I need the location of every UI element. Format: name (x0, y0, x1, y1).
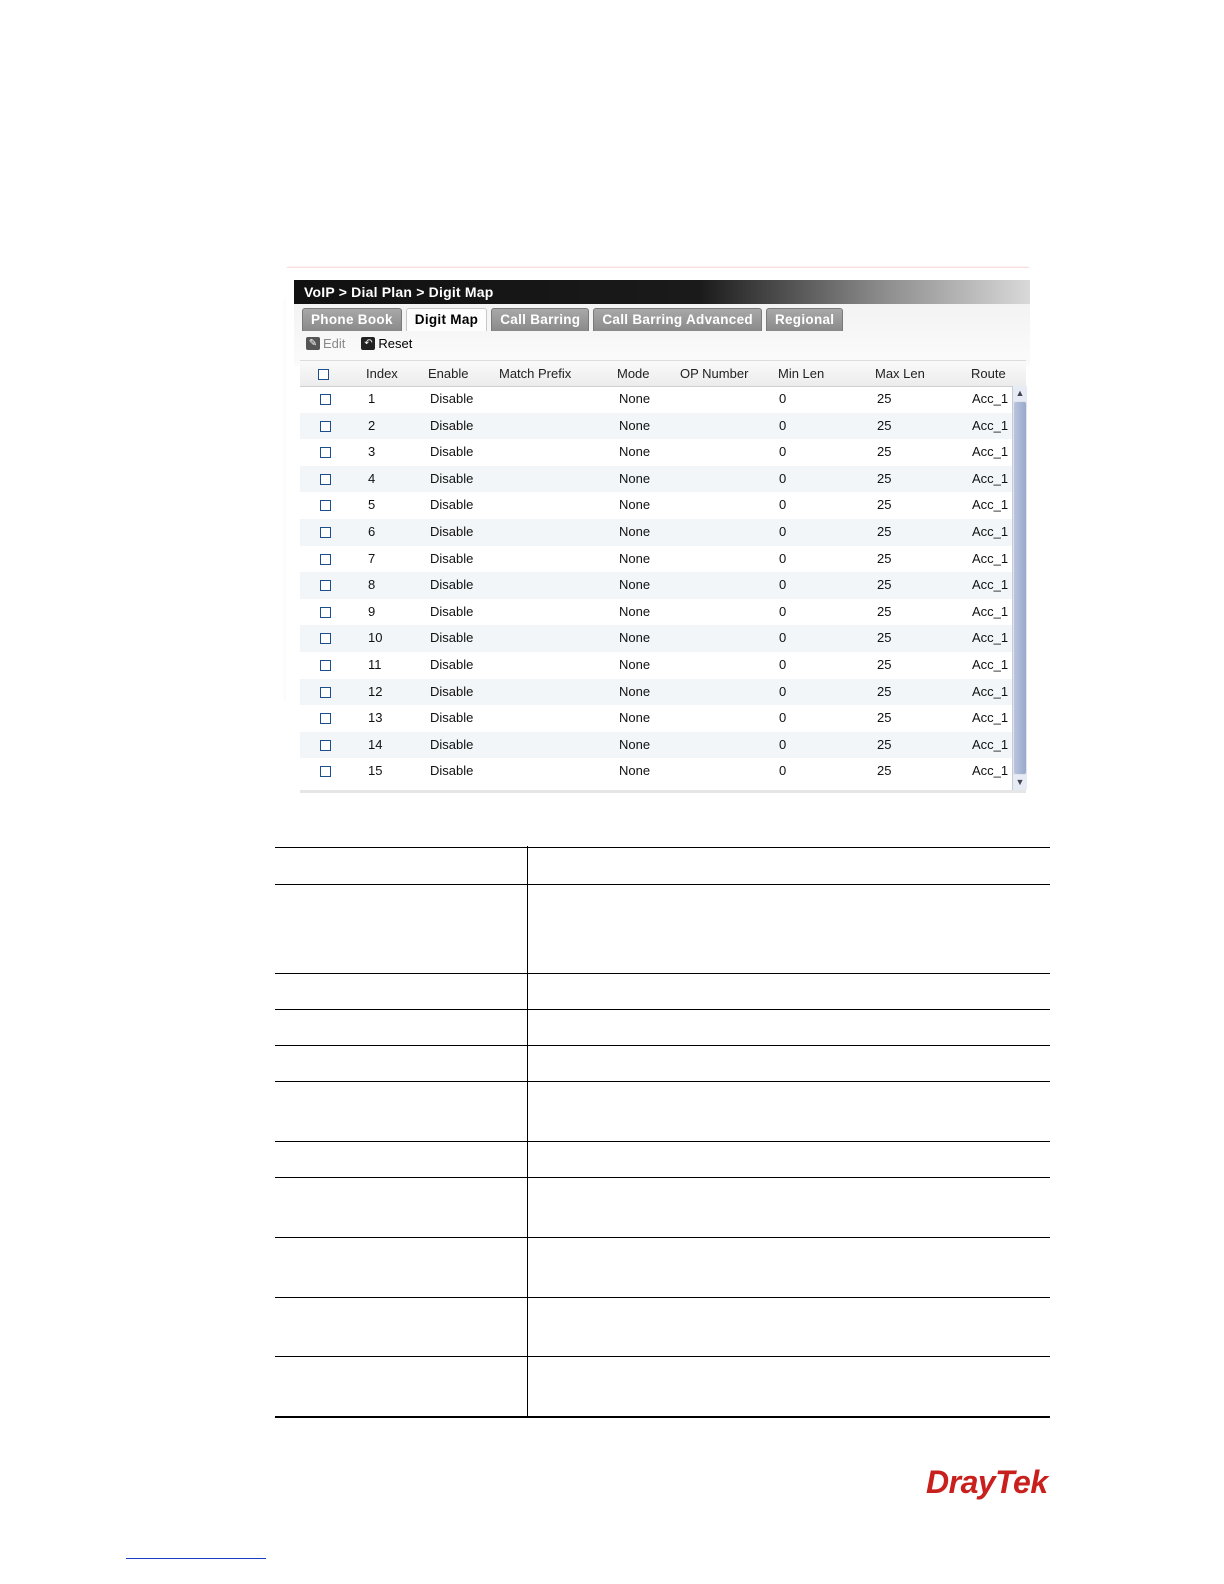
cell-index: 5 (368, 497, 376, 513)
cell-route: Acc_1 (972, 391, 1009, 406)
cell-min-len: 0 (779, 497, 787, 513)
tab-regional[interactable]: Regional (766, 308, 843, 331)
cell-min-len: 0 (779, 391, 787, 406)
row-checkbox[interactable] (320, 447, 331, 458)
column-header-op-number[interactable]: OP Number (680, 366, 749, 381)
table-row[interactable] (300, 466, 1012, 493)
row-checkbox-cell (320, 758, 331, 785)
edit-button[interactable] (306, 336, 345, 351)
cell-max-len: 25 (877, 710, 892, 726)
table-rule (275, 1297, 1050, 1298)
cell-mode: None (619, 683, 651, 699)
table-row[interactable] (300, 439, 1012, 466)
cell-index: 13 (368, 710, 383, 726)
cell-enable: Disable (430, 630, 474, 646)
row-checkbox-cell (320, 386, 331, 413)
table-row[interactable] (300, 546, 1012, 573)
cell-route: Acc_1 (972, 736, 1009, 752)
row-checkbox[interactable] (320, 713, 331, 724)
table-row[interactable] (300, 705, 1012, 732)
cell-route: Acc_1 (972, 763, 1009, 779)
select-all-checkbox[interactable] (318, 369, 329, 380)
cell-route: Acc_1 (972, 444, 1009, 460)
cell-mode: None (619, 603, 651, 619)
description-table (275, 846, 1050, 1420)
cell-enable: Disable (430, 763, 474, 779)
cell-route: Acc_1 (972, 470, 1009, 486)
column-header-match-prefix[interactable]: Match Prefix (499, 366, 572, 381)
cell-mode: None (619, 550, 651, 566)
cell-min-len: 0 (779, 683, 787, 699)
row-checkbox-cell (320, 625, 331, 652)
table-row[interactable] (300, 758, 1012, 785)
scrollbar-thumb[interactable] (1014, 402, 1026, 774)
cell-mode: None (619, 444, 651, 460)
digit-map-screenshot (286, 268, 1030, 796)
table-rule (275, 884, 1050, 885)
cell-enable: Disable (430, 470, 474, 486)
cell-max-len: 25 (877, 391, 892, 406)
table-row[interactable] (300, 519, 1012, 546)
cell-index: 7 (368, 550, 376, 566)
cell-max-len: 25 (877, 497, 892, 513)
cell-min-len: 0 (779, 603, 787, 619)
cell-route: Acc_1 (972, 657, 1009, 672)
cell-index: 8 (368, 577, 376, 593)
cell-enable: Disable (430, 524, 474, 539)
table-rule (275, 973, 1050, 974)
tab-digit-map[interactable]: Digit Map (406, 308, 487, 331)
edit-label: Edit (323, 336, 346, 351)
cell-min-len: 0 (779, 710, 787, 726)
cell-min-len: 0 (779, 630, 787, 646)
table-row[interactable] (300, 599, 1012, 626)
table-row[interactable] (300, 679, 1012, 706)
row-checkbox[interactable] (320, 394, 331, 405)
tab-phone-book[interactable]: Phone Book (302, 308, 402, 331)
row-checkbox-cell (320, 519, 331, 546)
cell-min-len: 0 (779, 657, 787, 672)
cell-max-len: 25 (877, 736, 892, 752)
cell-route: Acc_1 (972, 497, 1009, 513)
row-checkbox-cell (320, 466, 331, 493)
toolbar (306, 336, 412, 351)
cell-index: 2 (368, 417, 376, 433)
cell-min-len: 0 (779, 736, 787, 752)
cell-route: Acc_1 (972, 524, 1009, 539)
row-checkbox[interactable] (320, 554, 331, 565)
cell-enable: Disable (430, 417, 474, 433)
table-rule (275, 1356, 1050, 1357)
cell-enable: Disable (430, 603, 474, 619)
row-checkbox[interactable] (320, 474, 331, 485)
row-checkbox[interactable] (320, 687, 331, 698)
footer-link-underline (126, 1558, 266, 1559)
row-checkbox[interactable] (320, 766, 331, 777)
cell-route: Acc_1 (972, 710, 1009, 726)
table-row[interactable] (300, 492, 1012, 519)
cell-min-len: 0 (779, 524, 787, 539)
table-row[interactable] (300, 625, 1012, 652)
table-footer-divider (300, 790, 1026, 793)
tab-call-barring[interactable]: Call Barring (491, 308, 589, 331)
table-row[interactable] (300, 652, 1012, 679)
row-checkbox[interactable] (320, 527, 331, 538)
cell-index: 9 (368, 603, 376, 619)
cell-enable: Disable (430, 497, 474, 513)
cell-min-len: 0 (779, 550, 787, 566)
cell-index: 1 (368, 391, 376, 406)
column-header-route[interactable]: Route (971, 366, 1006, 381)
tab-call-barring-advanced[interactable]: Call Barring Advanced (593, 308, 762, 331)
cell-enable: Disable (430, 657, 474, 672)
cell-max-len: 25 (877, 630, 892, 646)
cell-index: 15 (368, 763, 383, 779)
arrow-down-icon[interactable]: ▼ (1013, 775, 1027, 790)
table-header (300, 360, 1026, 387)
column-header-mode[interactable]: Mode (617, 366, 650, 381)
cell-enable: Disable (430, 736, 474, 752)
cell-mode: None (619, 630, 651, 646)
cell-min-len: 0 (779, 577, 787, 593)
cell-max-len: 25 (877, 444, 892, 460)
cell-index: 14 (368, 736, 383, 752)
row-checkbox[interactable] (320, 607, 331, 618)
table-rule (275, 1416, 1050, 1418)
cell-route: Acc_1 (972, 683, 1009, 699)
cell-index: 6 (368, 524, 376, 539)
cell-max-len: 25 (877, 603, 892, 619)
arrow-up-icon[interactable]: ▲ (1013, 386, 1027, 401)
cell-index: 3 (368, 444, 376, 460)
table-column-divider (527, 846, 528, 1418)
cell-mode: None (619, 524, 651, 539)
row-checkbox-cell (320, 492, 331, 519)
table-rule (275, 1081, 1050, 1082)
select-all-checkbox-cell (318, 361, 329, 386)
cell-mode: None (619, 417, 651, 433)
cell-max-len: 25 (877, 763, 892, 779)
cell-max-len: 25 (877, 657, 892, 672)
column-header-max-len[interactable]: Max Len (875, 366, 925, 381)
cell-enable: Disable (430, 683, 474, 699)
row-checkbox[interactable] (320, 500, 331, 511)
cell-mode: None (619, 470, 651, 486)
cell-max-len: 25 (877, 417, 892, 433)
table-row[interactable] (300, 572, 1012, 599)
row-checkbox[interactable] (320, 580, 331, 591)
cell-max-len: 25 (877, 683, 892, 699)
row-checkbox-cell (320, 679, 331, 706)
row-checkbox[interactable] (320, 740, 331, 751)
cell-route: Acc_1 (972, 630, 1009, 646)
cell-index: 11 (368, 657, 382, 672)
table-rule (275, 847, 1050, 848)
cell-route: Acc_1 (972, 417, 1009, 433)
cell-mode: None (619, 497, 651, 513)
table-rule (275, 1177, 1050, 1178)
cell-enable: Disable (430, 710, 474, 726)
reset-button[interactable] (361, 336, 412, 351)
cell-index: 10 (368, 630, 383, 646)
cell-mode: None (619, 710, 651, 726)
page-breadcrumb: VoIP > Dial Plan > Digit Map (294, 280, 1030, 304)
cell-mode: None (619, 657, 651, 672)
row-checkbox-cell (320, 705, 331, 732)
row-checkbox[interactable] (320, 660, 331, 671)
cell-enable: Disable (430, 577, 474, 593)
cell-min-len: 0 (779, 763, 787, 779)
cell-max-len: 25 (877, 550, 892, 566)
row-checkbox-cell (320, 546, 331, 573)
cell-max-len: 25 (877, 470, 892, 486)
cell-min-len: 0 (779, 417, 787, 433)
cell-mode: None (619, 763, 651, 779)
table-row[interactable] (300, 732, 1012, 759)
row-checkbox-cell (320, 732, 331, 759)
table-rule (275, 1045, 1050, 1046)
column-header-min-len[interactable]: Min Len (778, 366, 825, 381)
tab-bar (294, 304, 1030, 366)
table-rule (275, 1237, 1050, 1238)
row-checkbox-cell (320, 439, 331, 466)
cell-min-len: 0 (779, 470, 787, 486)
table-row[interactable] (300, 386, 1012, 413)
column-header-enable[interactable]: Enable (428, 366, 469, 381)
cell-index: 12 (368, 683, 383, 699)
reset-arrow-icon: ↶ (361, 337, 375, 350)
table-rule (275, 1009, 1050, 1010)
row-checkbox[interactable] (320, 633, 331, 644)
table-row[interactable] (300, 413, 1012, 440)
cell-enable: Disable (430, 391, 474, 406)
cell-route: Acc_1 (972, 550, 1009, 566)
pencil-icon: ✎ (306, 337, 320, 350)
table-rule (275, 1141, 1050, 1142)
cell-mode: None (619, 577, 651, 593)
cell-route: Acc_1 (972, 577, 1009, 593)
reset-label: Reset (378, 336, 413, 351)
cell-enable: Disable (430, 550, 474, 566)
table-body (300, 386, 1012, 790)
cell-max-len: 25 (877, 524, 892, 539)
row-checkbox-cell (320, 652, 331, 679)
cell-index: 4 (368, 470, 376, 486)
cell-enable: Disable (430, 444, 474, 460)
row-checkbox-cell (320, 413, 331, 440)
cell-mode: None (619, 391, 651, 406)
cell-max-len: 25 (877, 577, 892, 593)
row-checkbox[interactable] (320, 421, 331, 432)
row-checkbox-cell (320, 599, 331, 626)
vertical-scrollbar[interactable] (1012, 386, 1027, 790)
tab-list (302, 308, 843, 331)
cell-min-len: 0 (779, 444, 787, 460)
draytek-logo: DrayTek (926, 1464, 1048, 1500)
column-header-index[interactable]: Index (366, 366, 398, 381)
cell-route: Acc_1 (972, 603, 1009, 619)
row-checkbox-cell (320, 572, 331, 599)
cell-mode: None (619, 736, 651, 752)
